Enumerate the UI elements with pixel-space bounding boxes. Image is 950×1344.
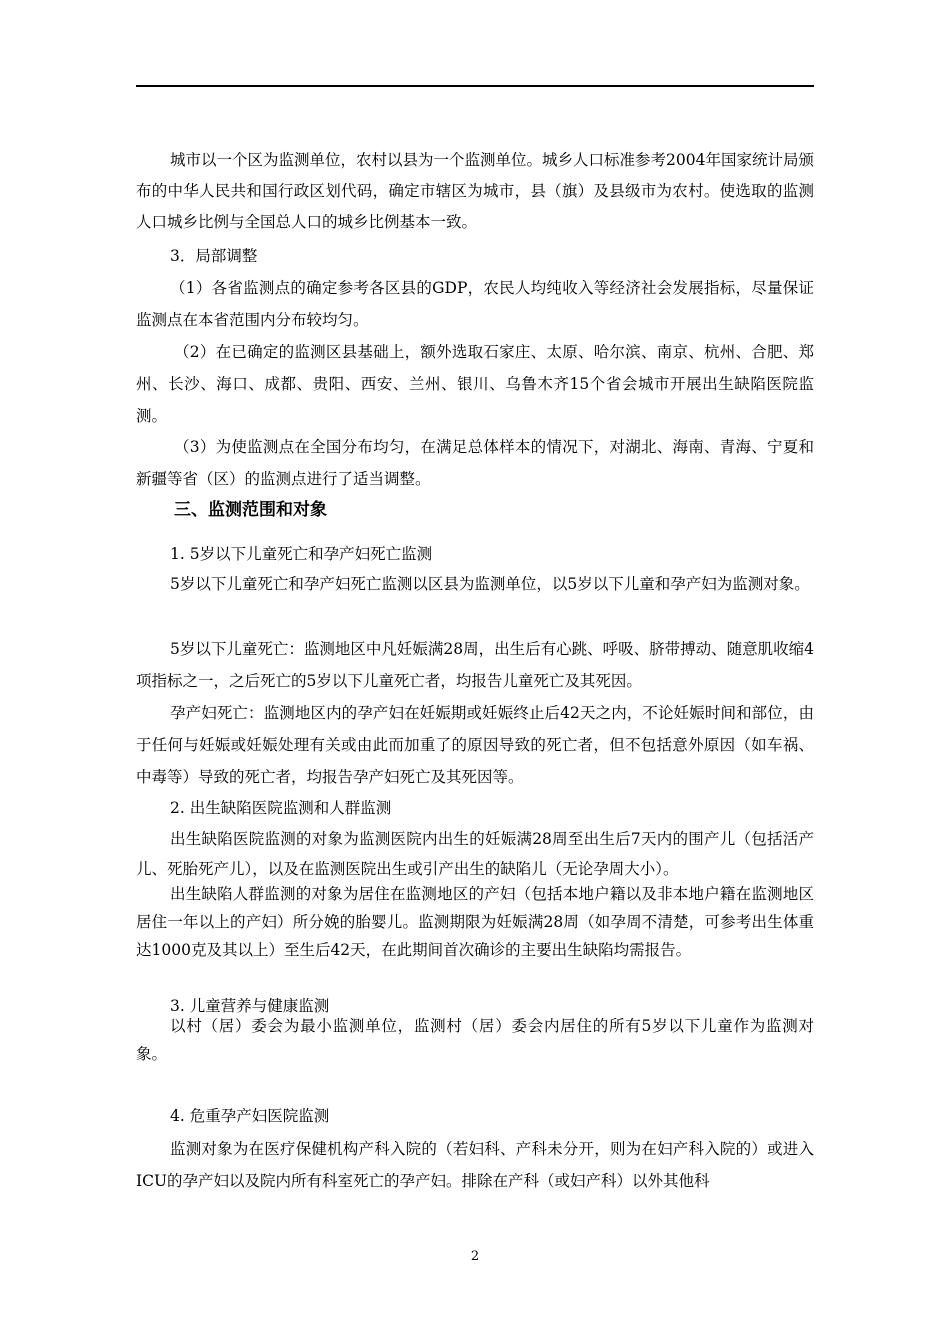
paragraph-child-death: 5岁以下儿童死亡：监测地区中凡妊娠满28周，出生后有心跳、呼吸、脐带搏动、随意肌收缩4项指标之一，之后死亡的5岁以下儿童死亡者，均报告儿童死亡及其死因。: [136, 640, 814, 690]
subsection-1-title: 1. 5岁以下儿童死亡和孕产妇死亡监测: [170, 545, 433, 563]
paragraph-adjust-2: （2）在已确定的监测区县基础上，额外选取石家庄、太原、哈尔滨、南京、杭州、合肥、郑州、长沙、海口、成都、贵阳、西安、兰州、银川、乌鲁木齐15个省会城市开展出生缺陷医院监测。: [136, 343, 814, 425]
paragraph-child-maternal: 5岁以下儿童死亡和孕产妇死亡监测以区县为监测单位，以5岁以下儿童和孕产妇为监测对象。: [170, 575, 810, 593]
paragraph-critical-maternal: 监测对象为在医疗保健机构产科入院的（若妇科、产科未分开，则为在妇产科入院的）或进入ICU的孕产妇以及院内所有科室死亡的孕产妇。排除在产科（或妇产科）以外其他科: [136, 1140, 814, 1190]
subsection-2-title: 2. 出生缺陷医院监测和人群监测: [170, 799, 392, 817]
paragraph-population-monitoring: 出生缺陷人群监测的对象为居住在监测地区的产妇（包括本地户籍以及非本地户籍在监测地区居住一年以上的产妇）所分娩的胎婴儿。监测期限为妊娠满28周（如孕周不清楚，可参考出生体重达1000克及其以上）至生后42天，在此期间首次确诊的主要出生缺陷均需报告。: [136, 885, 814, 959]
section-3-local-adjustment: 3．局部调整: [170, 247, 258, 265]
page-number: 2: [470, 1249, 480, 1264]
paragraph-adjust-1: （1）各省监测点的确定参考各区县的GDP，农民人均纯收入等经济社会发展指标，尽量保证监测点在本省范围内分布较均匀。: [136, 279, 814, 329]
section-heading: 三、监测范围和对象: [174, 500, 327, 520]
header-rule: [136, 85, 814, 87]
subsection-3-title: 3. 儿童营养与健康监测: [170, 997, 330, 1015]
paragraph-maternal-death: 孕产妇死亡：监测地区内的孕产妇在妊娠期或妊娠终止后42天之内，不论妊娠时间和部位，由于任何与妊娠或妊娠处理有关或由此而加重了的原因导致的死亡者，但不包括意外原因（如车祸、中毒等）导致的死亡者，均报告孕产妇死亡及其死因等。: [136, 704, 814, 786]
paragraph-urban-rural: 城市以一个区为监测单位，农村以县为一个监测单位。城乡人口标准参考2004年国家统计局颁布的中华人民共和国行政区划代码，确定市辖区为城市，县（旗）及县级市为农村。使选取的监测人口城乡比例与全国总人口的城乡比例基本一致。: [136, 151, 814, 231]
paragraph-adjust-3: （3）为使监测点在全国分布均匀，在满足总体样本的情况下，对湖北、海南、青海、宁夏和新疆等省（区）的监测点进行了适当调整。: [136, 438, 814, 488]
paragraph-hospital-monitoring: 出生缺陷医院监测的对象为监测医院内出生的妊娠满28周至出生后7天内的围产儿（包括活产儿、死胎死产儿），以及在监测医院出生或引产出生的缺陷儿（无论孕周大小）。: [136, 830, 814, 878]
subsection-4-title: 4. 危重孕产妇医院监测: [170, 1107, 330, 1125]
paragraph-nutrition: 以村（居）委会为最小监测单位，监测村（居）委会内居住的所有5岁以下儿童作为监测对象。: [136, 1017, 814, 1063]
